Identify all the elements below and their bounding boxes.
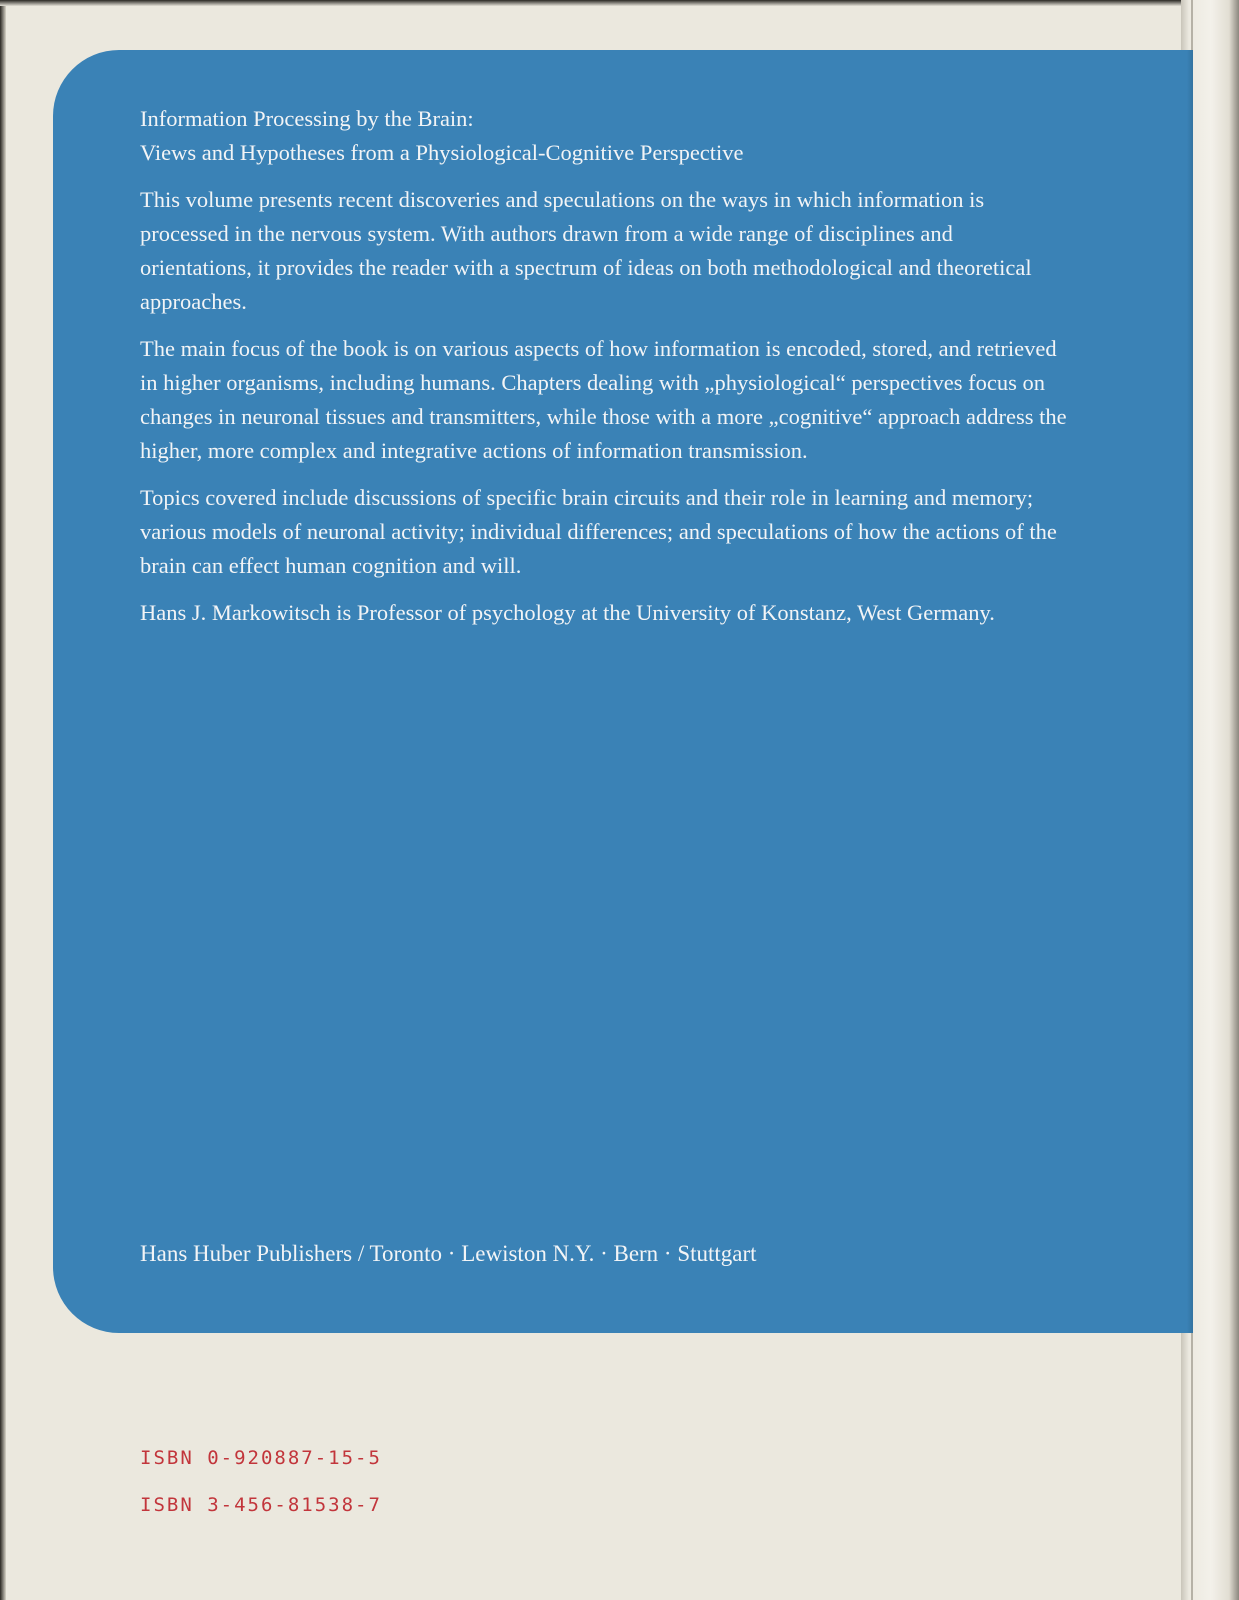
isbn-2: ISBN 3-456-81538-7	[140, 1494, 382, 1516]
title-line-2: Views and Hypotheses from a Physiological-Cognitive Perspective	[140, 140, 744, 165]
paragraph-intro: This volume presents recent discoveries and speculations on the ways in which information is processed in the nervous system. With authors drawn from a wide range of disciplines and orientations, it provides the reader with a spectrum of ideas on both methodological and theoretical approaches.	[140, 187, 1032, 314]
publisher-line: Hans Huber Publishers / Toronto · Lewiston N.Y. · Bern · Stuttgart	[140, 1241, 757, 1266]
panel-shade	[1187, 50, 1193, 1333]
paragraph-focus: The main focus of the book is on various aspects of how information is encoded, stored, and retrieved in higher organisms, including humans. Chapters dealing with „physiological“ perspectives focus on changes in neuronal tissues and transmitters, while those with a more „cognitive“ approach address the higher, more complex and integrative actions of information transmission.	[140, 336, 1067, 463]
paragraph-topics: Topics covered include discussions of specific brain circuits and their role in learning and memory; various models of neuronal activity; individual differences; and speculations of how the actions of the brain can effect human cognition and will.	[140, 485, 1057, 578]
cover-left-edge	[0, 0, 6, 1600]
paragraph-author-bio: Hans J. Markowitsch is Professor of psychology at the University of Konstanz, West Germany.	[140, 600, 995, 625]
cover-top-edge	[0, 0, 1239, 6]
book-title	[140, 102, 1070, 170]
isbn-1: ISBN 0-920887-15-5	[140, 1447, 382, 1469]
blurb-content	[140, 102, 1070, 643]
title-line-1: Information Processing by the Brain:	[140, 106, 474, 131]
